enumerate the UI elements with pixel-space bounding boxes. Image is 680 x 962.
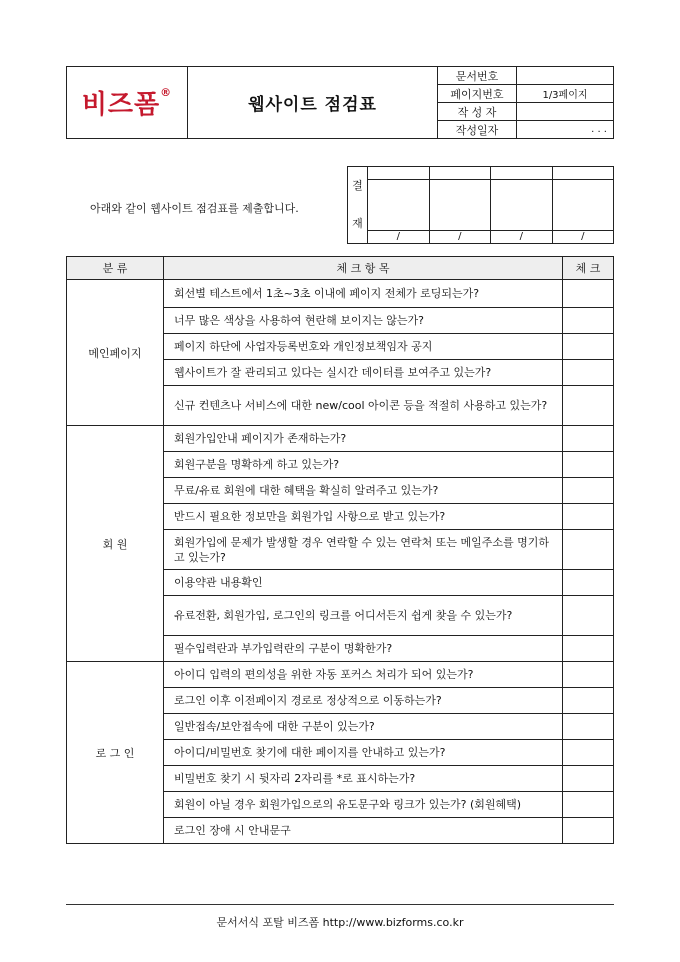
check-cell[interactable] [563,360,614,386]
header-category: 분 류 [67,257,164,280]
category-cell: 회 원 [67,426,164,662]
meta-value-page-number[interactable]: 1/3페이지 [517,85,614,103]
meta-label-page-number: 페이지번호 [438,85,517,103]
check-item-text: 페이지 하단에 사업자등록번호와 개인정보책임자 공지 [164,334,563,360]
check-cell[interactable] [563,426,614,452]
check-cell[interactable] [563,478,614,504]
meta-value-doc-number[interactable] [517,67,614,85]
check-cell[interactable] [563,766,614,792]
footer-text: 문서서식 포탈 비즈폼 http://www.bizforms.co.kr [216,916,464,929]
approval-sign-cell-4[interactable] [552,180,614,231]
check-cell[interactable] [563,334,614,360]
approval-label [348,167,368,244]
check-cell[interactable] [563,792,614,818]
approval-title-cell-3[interactable] [491,167,553,180]
approval-sign-cell-2[interactable] [429,180,491,231]
check-item-text: 신규 컨텐츠나 서비스에 대한 new/cool 아이콘 등을 적절히 사용하고 있는가? [164,386,563,426]
check-item-text: 반드시 필요한 정보만을 회원가입 사항으로 받고 있는가? [164,504,563,530]
check-cell[interactable] [563,570,614,596]
check-item-text: 로그인 이후 이전페이지 경로로 정상적으로 이동하는가? [164,688,563,714]
table-row [67,662,614,688]
check-item-text: 회원이 아닐 경우 회원가입으로의 유도문구와 링크가 있는가? (회원혜택) [164,792,563,818]
check-cell[interactable] [563,280,614,308]
approval-label-top: 결 [352,179,363,192]
meta-label-date: 작성일자 [438,121,517,139]
logo-text: 비즈폼 [81,90,161,120]
header-items: 체 크 항 목 [164,257,563,280]
check-cell[interactable] [563,308,614,334]
approval-date-cell-4[interactable]: / [552,230,614,243]
approval-title-cell-4[interactable] [552,167,614,180]
check-item-text: 비밀번호 찾기 시 뒷자리 2자리를 *로 표시하는가? [164,766,563,792]
approval-date-cell-3[interactable]: / [491,230,553,243]
check-item-text: 이용약관 내용확인 [164,570,563,596]
approval-title-cell-2[interactable] [429,167,491,180]
check-cell[interactable] [563,386,614,426]
meta-label-doc-number: 문서번호 [438,67,517,85]
table-row [67,280,614,308]
check-item-text: 회선별 테스트에서 1초~3초 이내에 페이지 전체가 로딩되는가? [164,280,563,308]
approval-sign-cell-1[interactable] [368,180,430,231]
footer-divider [66,904,614,905]
check-item-text: 회원가입에 문제가 발생할 경우 연락할 수 있는 연락처 또는 메일주소를 명기하고 있는가? [164,530,563,570]
approval-label-bottom: 재 [352,217,363,230]
approval-date-cell-1[interactable]: / [368,230,430,243]
category-cell: 로 그 인 [67,662,164,844]
check-item-text: 일반접속/보안접속에 대한 구분이 있는가? [164,714,563,740]
meta-label-author: 작 성 자 [438,103,517,121]
approval-date-cell-2[interactable]: / [429,230,491,243]
check-item-text: 아이디 입력의 편의성을 위한 자동 포커스 처리가 되어 있는가? [164,662,563,688]
check-cell[interactable] [563,596,614,636]
document-header [66,66,614,139]
check-cell[interactable] [563,662,614,688]
check-item-text: 너무 많은 색상을 사용하여 현란해 보이지는 않는가? [164,308,563,334]
intro-text: 아래와 같이 웹사이트 점검표를 제출합니다. [90,202,299,215]
check-cell[interactable] [563,688,614,714]
check-cell[interactable] [563,504,614,530]
approval-title-cell-1[interactable] [368,167,430,180]
header-check: 체 크 [563,257,614,280]
registered-mark: ® [160,86,173,99]
check-item-text: 회원구분을 명확하게 하고 있는가? [164,452,563,478]
approval-box [347,166,614,244]
meta-value-date[interactable]: . . . [517,121,614,139]
check-cell[interactable] [563,530,614,570]
check-item-text: 로그인 장애 시 안내문구 [164,818,563,844]
meta-value-author[interactable] [517,103,614,121]
check-cell[interactable] [563,714,614,740]
check-cell[interactable] [563,740,614,766]
check-item-text: 필수입력란과 부가입력란의 구분이 명확한가? [164,636,563,662]
check-item-text: 아이디/비밀번호 찾기에 대한 페이지를 안내하고 있는가? [164,740,563,766]
document-title: 웹사이트 점검표 [188,67,438,139]
bizforms-logo [67,67,188,139]
checklist-table [66,256,614,844]
category-cell: 메인페이지 [67,280,164,426]
approval-sign-cell-3[interactable] [491,180,553,231]
check-item-text: 회원가입안내 페이지가 존재하는가? [164,426,563,452]
table-row [67,426,614,452]
check-cell[interactable] [563,636,614,662]
checklist-body [67,280,614,844]
check-item-text: 무료/유료 회원에 대한 혜택을 확실히 알려주고 있는가? [164,478,563,504]
check-cell[interactable] [563,452,614,478]
check-item-text: 유료전환, 회원가입, 로그인의 링크를 어디서든지 쉽게 찾을 수 있는가? [164,596,563,636]
check-item-text: 웹사이트가 잘 관리되고 있다는 실시간 데이터를 보여주고 있는가? [164,360,563,386]
check-cell[interactable] [563,818,614,844]
